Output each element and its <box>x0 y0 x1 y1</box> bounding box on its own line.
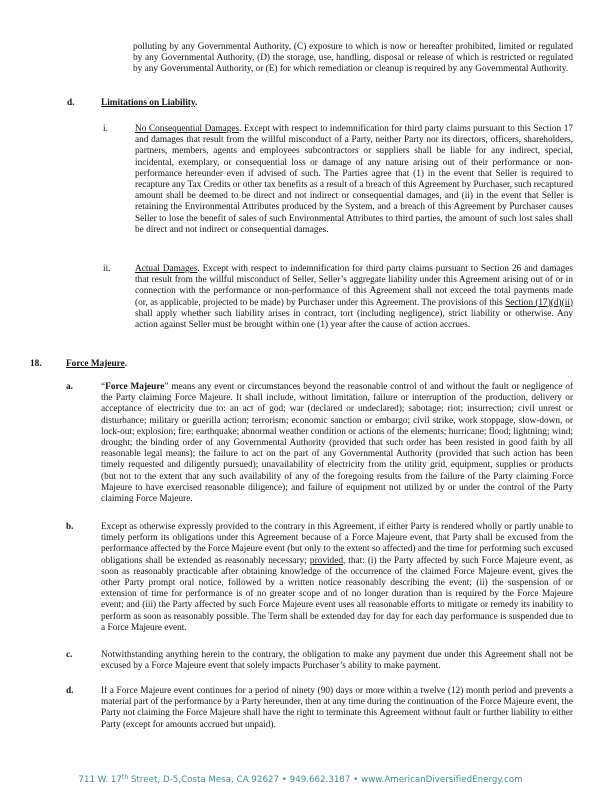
clause-d-paragraph: If a Force Majeure event continues for a period of ninety (90) days or more within a twelve (12) month period and prevents a material part of the performance by a Party hereunder, then at any time during the continuation of the Force Majeure event, the Party not claiming the Force Majeure shall have the right to terminate this Agreement without fault or further liability to either Party (except for amounts accrued but unpaid). <box>101 686 573 730</box>
item-ii-label: ii. <box>103 264 111 274</box>
force-majeure-title: Force Majeure <box>66 359 125 369</box>
clause-a-paragraph <box>101 382 573 505</box>
clause-a-text: ” means any event or circumstances beyond the reasonable control of and without the fault or negligence of the Party claiming Force Majeure. It shall include, without limitation, failure or interruption of the production, delivery or acceptance of electricity due to: an act of god; war (declared or undeclared); sabotage; riot; insurrection; civil unrest or disturbance; military or guerilla action; terrorism; economic sanction or embargo; civil strike, work stoppage, slow-down, or lock-out; explosion; fire; earthquake; abnormal weather condition or actions of the elements; hurricane; flood; lightning; wind; drought; the binding order of any Governmental Authority (provided that such order has been resisted in good faith by all reasonable legal means); the failure to act on the part of any Governmental Authority (provided that such action has been timely requested and diligently pursued); unavailability of electricity from the utility grid, equipment, supplies or products (but not to the extent that any such availability of any of the foregoing results from the failure of the Party claiming Force Majeure to have exercised reasonable diligence); and failure of equipment not utilized by or under the control of the Party claiming Force Majeure. <box>101 382 573 505</box>
clause-c-label: c. <box>66 650 73 660</box>
actual-damages-text: . Except with respect to indemnification for third party claims pursuant to Section 26 and damages that result from the willful misconduct of Seller, Seller’s aggregate liability under this Agreement arising out of or in connection with the performance or non-performance of this Agreement shall not exceed the total payments made (or, as applicable, projected to be made) by Purchaser under this Agreement. The provisions of this <box>135 264 573 308</box>
force-majeure-term: Force Majeure <box>105 382 165 392</box>
clause-b-label: b. <box>66 522 74 532</box>
no-consequential-damages-heading: No Consequential Damages <box>135 124 240 134</box>
continued-paragraph: polluting by any Governmental Authority, (C) exposure to which is now or hereafter prohibited, limited or regulated by any Governmental Authority, (D) the storage, use, handling, disposal or release of which is restricted or regulated by any Governmental Authority, or (E) for which remediation or cleanup is required by any Governmental Authority. <box>133 42 573 75</box>
clause-a-label: a. <box>66 382 73 392</box>
force-majeure-title-end: . <box>124 359 128 369</box>
provided-term: provided <box>309 555 343 566</box>
section-18-title <box>66 359 127 370</box>
actual-damages-paragraph <box>135 264 573 331</box>
actual-damages-heading: Actual Damages <box>135 264 198 274</box>
no-consequential-damages-text: . Except with respect to indemnification for third party claims pursuant to this Section 17 and damages that result from the willful misconduct of a Party, neither Party nor its directors, officers, shareholders, partners, members, agents and employees subcontractors or suppliers shall be liable for any indirect, special, incidental, exemplary, or consequential loss or damage of any nature arising out of their performance or non-performance hereunder even if advised of such. The Parties agree that (1) in the event that Seller is required to recapture any Tax Credits or other tax benefits as a result of a breach of this Agreement by Purchaser, such recaptured amount shall be deemed to be direct and not indirect or consequential damages, and (ii) in the event that Seller is retaining the Environmental Attributes produced by the System, and a breach of this Agreement by Purchaser causes Seller to lose the benefit of sales of such Environmental Attributes to third parties, the amount of such lost sales shall be direct and not indirect or consequential damages. <box>135 124 573 235</box>
footer-address-superscript: th <box>121 774 129 781</box>
section-d-title-text: Limitations on Liability <box>101 98 196 108</box>
footer-address-end: Street, D-5,Costa Mesa, CA 92627 • 949.662.3187 • www.AmericanDiversifiedEnergy.com <box>128 775 523 785</box>
clause-c-paragraph: Notwithstanding anything herein to the contrary, the obligation to make any payment due under this Agreement shall not be excused by a Force Majeure event that solely impacts Purchaser’s ability to make payment. <box>101 650 573 672</box>
clause-a-open-quote: “ <box>101 382 106 392</box>
clause-b-paragraph <box>101 522 573 634</box>
clause-b-text-end: , that: (i) the Party affected by such Force Majeure event, as soon as reasonably practicable after obtaining knowledge of the occurrence of the claimed Force Majeure event, gives the other Party prompt oral notice, followed by a written notice reasonably describing the event; (ii) the suspension of or extension of time for performance is of no greater scope and of no longer duration than is required by the Force Majeure event; and (iii) the Party affected by such Force Majeure event uses all reasonable efforts to mitigate or remedy its inability to perform as soon as reasonably possible. The Term shall be extended day for day for each day performance is suspended due to a Force Majeure event. <box>101 555 573 633</box>
footer-address <box>0 774 601 785</box>
section-d-title-end: . <box>195 98 198 108</box>
section-d-title <box>101 98 197 109</box>
section-reference-link: Section (17)(d)(ii) <box>505 297 574 308</box>
clause-b-text: Except as otherwise expressly provided to the contrary in this Agreement, if either Party is rendered wholly or partly unable to timely perform its obligations under this Agreement because of a Force Majeure event, that Party shall be excused from the performance affected by the Force Majeure event (but only to the extent so affected) and the time for performing such excused obligations shall be extended as reasonably necessary; <box>101 522 573 566</box>
no-consequential-damages-paragraph <box>135 124 573 236</box>
section-18-number: 18. <box>30 359 42 369</box>
actual-damages-text-end: shall apply whether such liability arises in contract, tort (including negligence), strict liability or otherwise. Any action against Seller must be brought within one (1) year after the cause of action accrues. <box>135 308 573 331</box>
section-d-label: d. <box>67 98 75 108</box>
clause-d-label: d. <box>66 686 74 696</box>
item-i-label: i. <box>103 124 108 134</box>
footer-address-start: 711 W. 17 <box>78 775 122 785</box>
